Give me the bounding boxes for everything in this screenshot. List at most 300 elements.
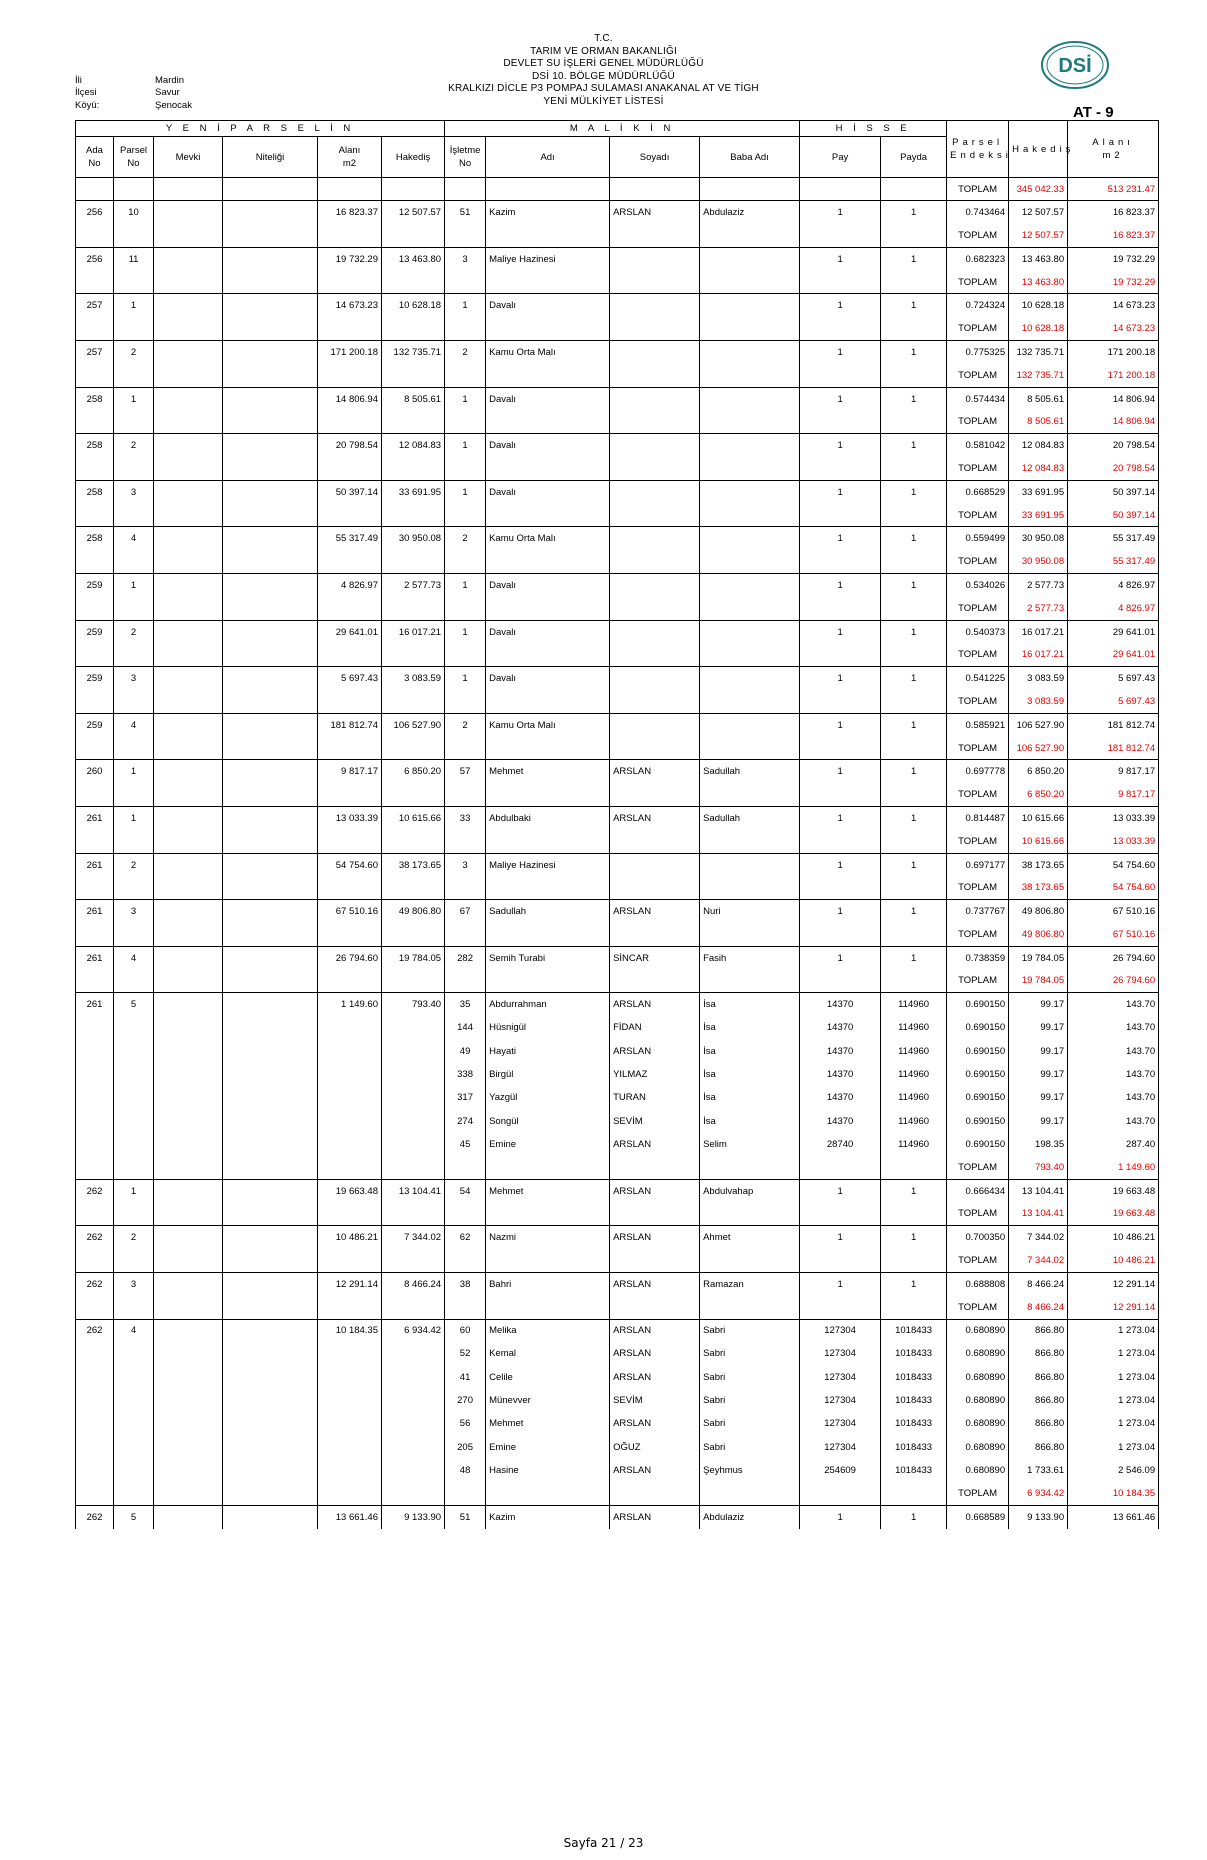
table-row [76, 457, 1159, 480]
parsel-alan: 29 641.01 [318, 620, 382, 643]
parsel-alan: 12 291.14 [318, 1272, 382, 1295]
parsel-alan: 181 812.74 [318, 713, 382, 736]
empty-cell [76, 1296, 114, 1319]
parsel-alan: 4 826.97 [318, 574, 382, 597]
empty-cell [154, 597, 223, 620]
ada-no: 259 [76, 713, 114, 736]
owner-alan: 5 697.43 [1068, 667, 1159, 690]
niteligi [223, 480, 318, 503]
owner-name: Maliye Hazinesi [486, 853, 610, 876]
empty-cell [800, 970, 881, 993]
share-payda: 114960 [881, 1039, 947, 1062]
empty-cell [800, 1156, 881, 1179]
table-row [76, 1319, 1159, 1342]
total-hakedis: 38 173.65 [1009, 876, 1068, 899]
table-row [76, 387, 1159, 410]
empty-cell [114, 783, 154, 806]
parsel-alan [318, 1342, 382, 1365]
table-row [76, 807, 1159, 830]
ada-no [76, 1133, 114, 1156]
ada-no: 259 [76, 574, 114, 597]
total-hakedis: 12 084.83 [1009, 457, 1068, 480]
ada-no: 256 [76, 247, 114, 270]
parsel-no: 5 [114, 993, 154, 1016]
table-row [76, 224, 1159, 247]
empty-cell [881, 410, 947, 433]
parsel-hakedis: 49 806.80 [382, 900, 445, 923]
owner-surname [610, 480, 700, 503]
empty-cell [318, 923, 382, 946]
father-name [700, 713, 800, 736]
empty-cell [318, 737, 382, 760]
father-name: Ahmet [700, 1226, 800, 1249]
owner-surname: ARSLAN [610, 1459, 700, 1482]
ada-no: 261 [76, 900, 114, 923]
ada-no: 262 [76, 1505, 114, 1528]
empty-cell [114, 504, 154, 527]
empty-cell [610, 1482, 700, 1505]
total-hakedis: 2 577.73 [1009, 597, 1068, 620]
parsel-no: 1 [114, 387, 154, 410]
share-pay: 127304 [800, 1389, 881, 1412]
il-value: Mardin [155, 75, 185, 86]
mevki [154, 1133, 223, 1156]
empty-cell [881, 876, 947, 899]
empty-cell [154, 923, 223, 946]
empty-cell [318, 364, 382, 387]
owner-name: Nazmi [486, 1226, 610, 1249]
isletme-no: 49 [445, 1039, 486, 1062]
col-adi: Adı [486, 137, 610, 178]
total-alan: 55 317.49 [1068, 550, 1159, 573]
empty-cell [800, 364, 881, 387]
share-pay: 1 [800, 1272, 881, 1295]
niteligi [223, 1086, 318, 1109]
ada-no: 258 [76, 527, 114, 550]
empty-cell [114, 643, 154, 666]
empty-cell [76, 317, 114, 340]
parsel-endeks: 0.668589 [947, 1505, 1009, 1528]
empty-cell [382, 550, 445, 573]
parsel-no [114, 1039, 154, 1062]
table-row [76, 294, 1159, 317]
empty-cell [76, 504, 114, 527]
owner-alan: 14 673.23 [1068, 294, 1159, 317]
parsel-alan [318, 1109, 382, 1132]
col-baba-adi: Baba Adı [700, 137, 800, 178]
owner-surname [610, 341, 700, 364]
parsel-alan: 67 510.16 [318, 900, 382, 923]
empty-cell [223, 364, 318, 387]
table-row [76, 1133, 1159, 1156]
owner-alan: 19 663.48 [1068, 1179, 1159, 1202]
empty-cell [800, 504, 881, 527]
owner-alan: 143.70 [1068, 1016, 1159, 1039]
owner-alan: 287.40 [1068, 1133, 1159, 1156]
empty-cell [486, 830, 610, 853]
empty-cell [154, 1249, 223, 1272]
parsel-endeks: 0.680890 [947, 1342, 1009, 1365]
father-name: İsa [700, 993, 800, 1016]
isletme-no: 33 [445, 807, 486, 830]
owner-name: Münevver [486, 1389, 610, 1412]
father-name: Şeyhmus [700, 1459, 800, 1482]
total-alan: 19 732.29 [1068, 271, 1159, 294]
share-payda: 1 [881, 201, 947, 224]
total-label: TOPLAM [947, 1203, 1009, 1226]
table-row [76, 550, 1159, 573]
share-pay: 127304 [800, 1342, 881, 1365]
parsel-no: 4 [114, 527, 154, 550]
empty-cell [76, 970, 114, 993]
isletme-no: 3 [445, 247, 486, 270]
table-row [76, 574, 1159, 597]
empty-cell [318, 1296, 382, 1319]
owner-hakedis: 866.80 [1009, 1436, 1068, 1459]
share-payda: 1 [881, 480, 947, 503]
owner-surname [610, 853, 700, 876]
niteligi [223, 1179, 318, 1202]
parsel-alan [318, 1389, 382, 1412]
niteligi [223, 1133, 318, 1156]
total-label: TOPLAM [947, 504, 1009, 527]
col-hakedis2: Hakediş [1009, 121, 1068, 178]
empty-cell [223, 1156, 318, 1179]
empty-cell [800, 643, 881, 666]
empty-cell [800, 690, 881, 713]
empty-cell [114, 317, 154, 340]
parsel-alan [318, 1133, 382, 1156]
owner-hakedis: 99.17 [1009, 1086, 1068, 1109]
share-payda: 114960 [881, 1063, 947, 1086]
empty-cell [382, 224, 445, 247]
table-row [76, 970, 1159, 993]
empty-cell [76, 737, 114, 760]
logo-text: DSİ [1058, 55, 1092, 77]
empty-cell [76, 550, 114, 573]
mevki [154, 1086, 223, 1109]
niteligi [223, 341, 318, 364]
empty-cell [223, 410, 318, 433]
total-label: TOPLAM [947, 1296, 1009, 1319]
isletme-no: 56 [445, 1412, 486, 1435]
empty-cell [445, 783, 486, 806]
parsel-no [114, 1389, 154, 1412]
mevki [154, 1389, 223, 1412]
parsel-no: 2 [114, 434, 154, 457]
ada-no [76, 1063, 114, 1086]
ada-no: 258 [76, 480, 114, 503]
mevki [154, 807, 223, 830]
parsel-endeks: 0.688808 [947, 1272, 1009, 1295]
empty-cell [445, 550, 486, 573]
owner-alan: 20 798.54 [1068, 434, 1159, 457]
parsel-endeks: 0.534026 [947, 574, 1009, 597]
empty-cell [610, 1203, 700, 1226]
empty-cell [318, 457, 382, 480]
total-alan: 9 817.17 [1068, 783, 1159, 806]
owner-hakedis: 19 784.05 [1009, 946, 1068, 969]
owner-alan: 54 754.60 [1068, 853, 1159, 876]
empty-cell [318, 224, 382, 247]
empty-cell [610, 224, 700, 247]
mevki [154, 247, 223, 270]
isletme-no: 270 [445, 1389, 486, 1412]
total-label: TOPLAM [947, 876, 1009, 899]
parsel-no: 2 [114, 1226, 154, 1249]
mevki [154, 201, 223, 224]
owner-name: Melika [486, 1319, 610, 1342]
empty-cell [76, 1249, 114, 1272]
parsel-hakedis: 7 344.02 [382, 1226, 445, 1249]
ada-no: 262 [76, 1179, 114, 1202]
niteligi [223, 1109, 318, 1132]
mevki [154, 946, 223, 969]
empty-cell [382, 597, 445, 620]
table-row [76, 1389, 1159, 1412]
empty-cell [881, 504, 947, 527]
owner-hakedis: 6 850.20 [1009, 760, 1068, 783]
owner-surname: ARSLAN [610, 1226, 700, 1249]
mevki [154, 993, 223, 1016]
empty-cell [223, 830, 318, 853]
table-row [76, 1203, 1159, 1226]
ada-no [76, 1389, 114, 1412]
empty-cell [800, 224, 881, 247]
isletme-no: 2 [445, 527, 486, 550]
share-pay: 1 [800, 434, 881, 457]
share-pay: 1 [800, 900, 881, 923]
share-payda: 1 [881, 1226, 947, 1249]
table-row [76, 178, 1159, 201]
isletme-no: 67 [445, 900, 486, 923]
empty-cell [76, 178, 114, 201]
father-name: Abdulvahap [700, 1179, 800, 1202]
empty-cell [114, 923, 154, 946]
empty-cell [318, 550, 382, 573]
owner-name: Kamu Orta Malı [486, 527, 610, 550]
owner-hakedis: 2 577.73 [1009, 574, 1068, 597]
share-pay: 14370 [800, 1039, 881, 1062]
empty-cell [800, 317, 881, 340]
owner-surname: ARSLAN [610, 807, 700, 830]
total-label: TOPLAM [947, 830, 1009, 853]
parsel-hakedis: 8 505.61 [382, 387, 445, 410]
empty-cell [486, 364, 610, 387]
empty-cell [881, 643, 947, 666]
table-row [76, 1366, 1159, 1389]
parsel-no: 1 [114, 574, 154, 597]
empty-cell [445, 1156, 486, 1179]
table-row [76, 760, 1159, 783]
total-alan: 10 184.35 [1068, 1482, 1159, 1505]
empty-cell [610, 970, 700, 993]
owner-hakedis: 1 733.61 [1009, 1459, 1068, 1482]
parsel-endeks: 0.574434 [947, 387, 1009, 410]
empty-cell [610, 1296, 700, 1319]
empty-cell [610, 690, 700, 713]
owner-alan: 10 486.21 [1068, 1226, 1159, 1249]
niteligi [223, 993, 318, 1016]
empty-cell [486, 178, 610, 201]
owner-surname: ARSLAN [610, 1039, 700, 1062]
owner-surname: SEVİM [610, 1109, 700, 1132]
parsel-no: 1 [114, 1179, 154, 1202]
parsel-alan [318, 1459, 382, 1482]
empty-cell [486, 224, 610, 247]
niteligi [223, 760, 318, 783]
owner-name: Davalı [486, 294, 610, 317]
empty-cell [318, 317, 382, 340]
owner-hakedis: 99.17 [1009, 1063, 1068, 1086]
empty-cell [610, 410, 700, 433]
parsel-alan: 26 794.60 [318, 946, 382, 969]
empty-cell [223, 643, 318, 666]
parsel-endeks: 0.690150 [947, 1133, 1009, 1156]
share-pay: 14370 [800, 1063, 881, 1086]
empty-cell [610, 783, 700, 806]
isletme-no: 144 [445, 1016, 486, 1039]
total-label: TOPLAM [947, 643, 1009, 666]
total-hakedis: 6 934.42 [1009, 1482, 1068, 1505]
empty-cell [445, 597, 486, 620]
empty-cell [223, 1203, 318, 1226]
parsel-hakedis: 16 017.21 [382, 620, 445, 643]
owner-surname: ARSLAN [610, 1505, 700, 1528]
parsel-endeks: 0.666434 [947, 1179, 1009, 1202]
parsel-alan: 171 200.18 [318, 341, 382, 364]
isletme-no: 3 [445, 853, 486, 876]
share-payda: 1 [881, 1272, 947, 1295]
empty-cell [700, 550, 800, 573]
table-row [76, 923, 1159, 946]
mevki [154, 527, 223, 550]
total-label: TOPLAM [947, 1482, 1009, 1505]
niteligi [223, 1389, 318, 1412]
father-name: Sabri [700, 1342, 800, 1365]
ada-no: 259 [76, 620, 114, 643]
sheet-code: AT - 9 [1073, 104, 1114, 121]
father-name: İsa [700, 1063, 800, 1086]
table-row [76, 527, 1159, 550]
col-pay: Pay [800, 137, 881, 178]
owner-name: Emine [486, 1436, 610, 1459]
niteligi [223, 1366, 318, 1389]
mevki [154, 341, 223, 364]
empty-cell [800, 876, 881, 899]
share-pay: 1 [800, 713, 881, 736]
owner-hakedis: 99.17 [1009, 1039, 1068, 1062]
empty-cell [610, 597, 700, 620]
ada-no [76, 1086, 114, 1109]
owner-alan: 19 732.29 [1068, 247, 1159, 270]
niteligi [223, 434, 318, 457]
empty-cell [445, 504, 486, 527]
empty-cell [700, 410, 800, 433]
empty-cell [610, 550, 700, 573]
empty-cell [700, 597, 800, 620]
parsel-endeks: 0.680890 [947, 1459, 1009, 1482]
owner-alan: 50 397.14 [1068, 480, 1159, 503]
owner-alan: 9 817.17 [1068, 760, 1159, 783]
owner-alan: 2 546.09 [1068, 1459, 1159, 1482]
owner-name: Mehmet [486, 1412, 610, 1435]
ada-no [76, 1109, 114, 1132]
owner-name: Davalı [486, 387, 610, 410]
total-label: TOPLAM [947, 970, 1009, 993]
father-name [700, 341, 800, 364]
isletme-no: 338 [445, 1063, 486, 1086]
empty-cell [445, 1296, 486, 1319]
owner-hakedis: 30 950.08 [1009, 527, 1068, 550]
empty-cell [881, 970, 947, 993]
total-label: TOPLAM [947, 1249, 1009, 1272]
niteligi [223, 1226, 318, 1249]
owner-alan: 1 273.04 [1068, 1436, 1159, 1459]
father-name [700, 247, 800, 270]
empty-cell [800, 597, 881, 620]
father-name: İsa [700, 1039, 800, 1062]
parsel-hakedis: 12 084.83 [382, 434, 445, 457]
owner-name: Davalı [486, 480, 610, 503]
table-row [76, 643, 1159, 666]
empty-cell [318, 876, 382, 899]
total-hakedis: 10 628.18 [1009, 317, 1068, 340]
ada-no: 259 [76, 667, 114, 690]
empty-cell [445, 1249, 486, 1272]
niteligi [223, 387, 318, 410]
share-payda: 1018433 [881, 1342, 947, 1365]
empty-cell [76, 224, 114, 247]
table-row [76, 201, 1159, 224]
share-pay: 1 [800, 1226, 881, 1249]
owner-surname: ARSLAN [610, 1133, 700, 1156]
mevki [154, 480, 223, 503]
share-pay: 1 [800, 1179, 881, 1202]
empty-cell [610, 457, 700, 480]
owner-name: Hasine [486, 1459, 610, 1482]
niteligi [223, 1039, 318, 1062]
empty-cell [76, 923, 114, 946]
owner-alan: 1 273.04 [1068, 1366, 1159, 1389]
total-label: TOPLAM [947, 737, 1009, 760]
father-name: İsa [700, 1016, 800, 1039]
share-pay: 1 [800, 527, 881, 550]
ada-no: 261 [76, 946, 114, 969]
niteligi [223, 574, 318, 597]
empty-cell [800, 457, 881, 480]
parsel-alan: 13 033.39 [318, 807, 382, 830]
empty-cell [154, 783, 223, 806]
table-row [76, 1436, 1159, 1459]
empty-cell [881, 317, 947, 340]
share-payda: 1 [881, 620, 947, 643]
share-payda: 1 [881, 574, 947, 597]
mevki [154, 760, 223, 783]
owner-surname: FİDAN [610, 1016, 700, 1039]
empty-cell [445, 970, 486, 993]
parsel-alan [318, 1086, 382, 1109]
parsel-endeks: 0.680890 [947, 1389, 1009, 1412]
empty-cell [610, 317, 700, 340]
isletme-no: 1 [445, 620, 486, 643]
empty-cell [700, 1249, 800, 1272]
mevki [154, 434, 223, 457]
parsel-endeks: 0.559499 [947, 527, 1009, 550]
owner-surname: SEVİM [610, 1389, 700, 1412]
father-name: Selim [700, 1133, 800, 1156]
empty-cell [800, 1296, 881, 1319]
